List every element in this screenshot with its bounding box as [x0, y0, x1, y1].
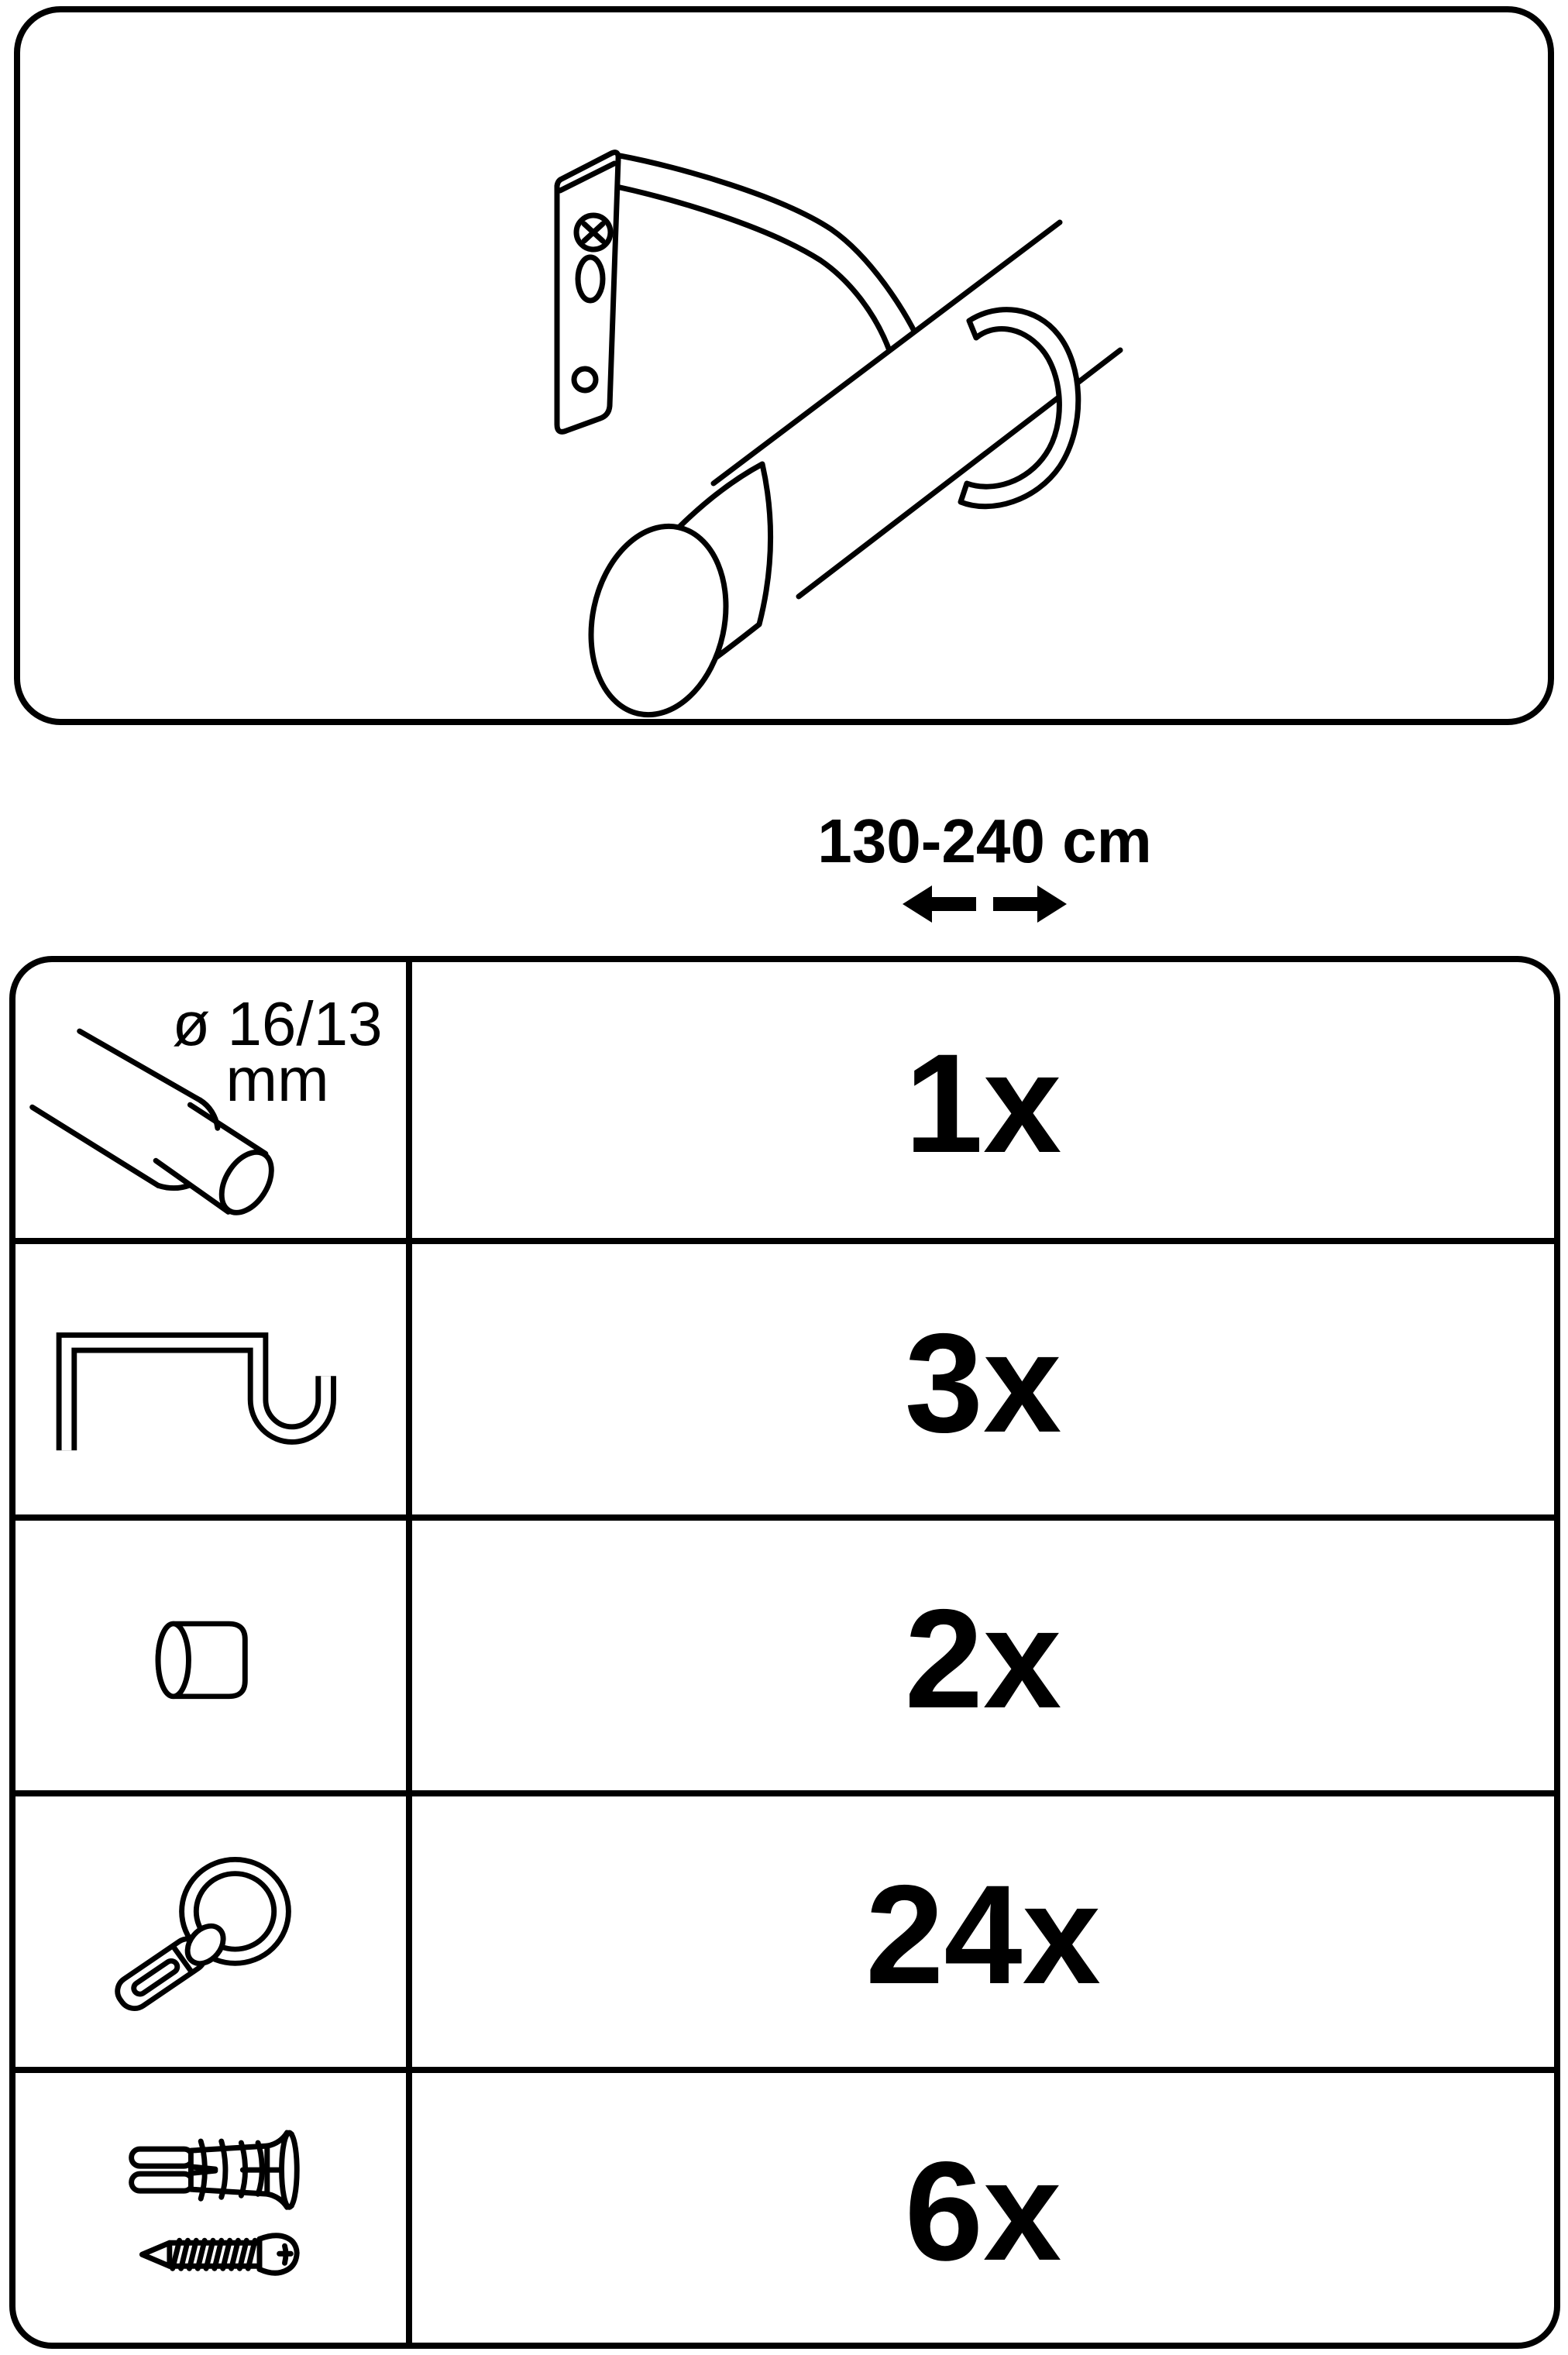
illustration-panel — [14, 6, 1554, 725]
table-row-rod — [15, 962, 1554, 1238]
table-row-ring — [15, 1790, 1554, 2066]
length-range-label: 130-240 cm — [817, 806, 1152, 875]
quantity-endcap: 2x — [904, 1579, 1062, 1738]
table-row-bracket — [15, 1238, 1554, 1514]
quantity-rod: 1x — [904, 1024, 1062, 1183]
rod-diameter-line2: mm — [225, 1045, 329, 1114]
table-row-plug-screw — [15, 2067, 1554, 2343]
end-cap-icon — [15, 1521, 406, 1790]
wall-bracket-icon — [15, 1244, 406, 1514]
wall-plug-screw-icon — [15, 2073, 406, 2343]
quantity-ring: 24x — [865, 1855, 1101, 2014]
quantity-bracket: 3x — [904, 1303, 1062, 1462]
curtain-rod-bracket-endcap-illustration — [14, 6, 1554, 725]
parts-table — [9, 956, 1560, 2349]
quantity-plug-screw: 6x — [904, 2131, 1062, 2290]
extend-arrows-icon — [895, 882, 1075, 927]
arrow-right-icon — [993, 885, 1067, 923]
arrow-left-icon — [903, 885, 976, 923]
curtain-ring-clip-icon — [15, 1796, 406, 2066]
rod-diameter-line1: ø 16/13 — [172, 989, 383, 1058]
rod-diameter-spec — [146, 989, 409, 1114]
table-row-endcap — [15, 1514, 1554, 1790]
